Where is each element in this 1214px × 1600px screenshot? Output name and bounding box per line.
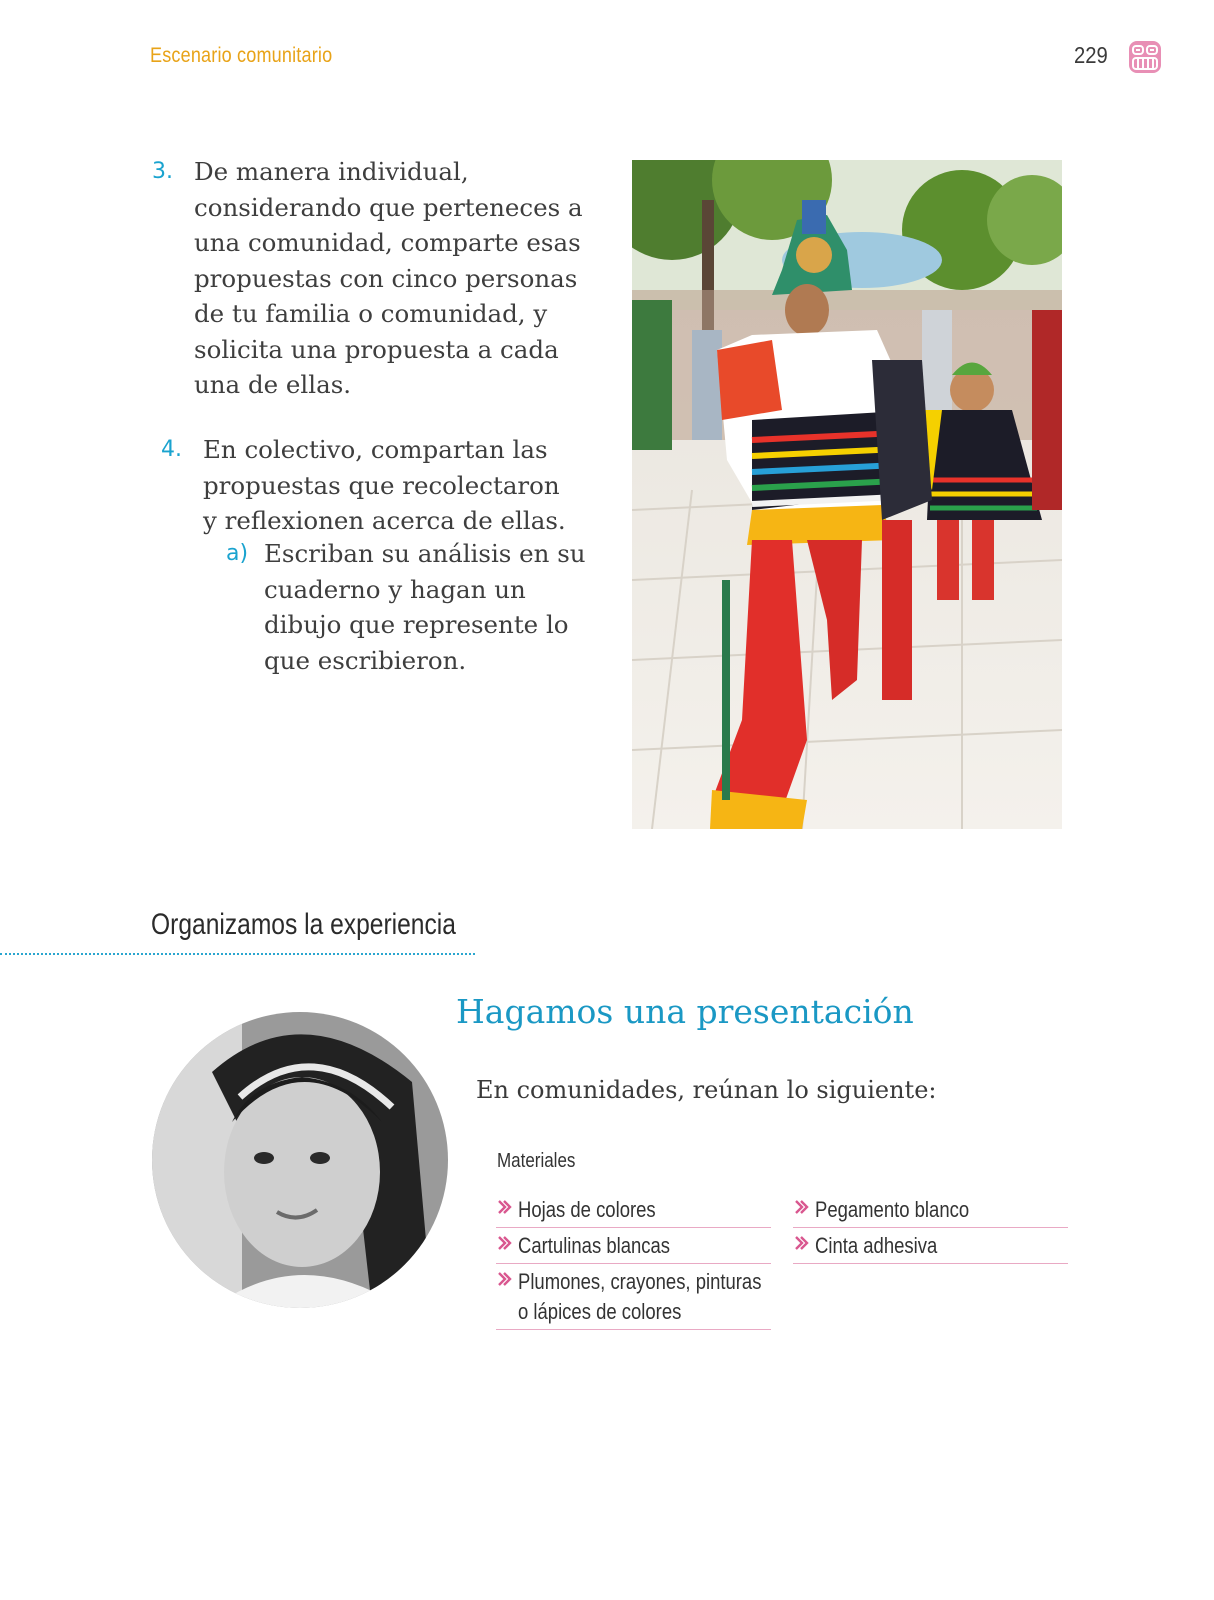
list-item: Hojas de colores [496, 1192, 771, 1228]
list-item: Cartulinas blancas [496, 1228, 771, 1264]
chevron-right-icon [496, 1271, 512, 1287]
dancers-photo [632, 160, 1062, 829]
step-text: En colectivo, compartan las propuestas que recolectaron y reflexionen acerca de ellas. [203, 435, 566, 535]
materials-list-right [793, 1192, 1068, 1264]
pink-glyph-icon [1128, 40, 1162, 74]
chevron-right-icon [793, 1199, 809, 1215]
step-text: De manera individual, considerando que perteneces a una comunidad, comparte esas propuestas con cinco personas de tu familia o comunidad, y solicita una propuesta a cada una de ellas. [194, 157, 583, 399]
step-3 [152, 154, 592, 403]
dotted-divider [0, 953, 475, 955]
girl-portrait [152, 1012, 448, 1308]
materials-list-left [496, 1192, 771, 1330]
list-item: Cinta adhesiva [793, 1228, 1068, 1264]
page-number: 229 [1074, 42, 1108, 68]
section-heading: Organizamos la experiencia [151, 908, 456, 941]
step-number: 3. [152, 159, 173, 184]
materials-title: Materiales [497, 1150, 576, 1172]
section-tag: Escenario comunitario [150, 44, 333, 67]
intro-text: En comunidades, reúnan lo siguiente: [476, 1076, 937, 1104]
sub-step-text: Escriban su análisis en su cuaderno y hagan un dibujo que represente lo que escribieron. [264, 539, 586, 675]
step-4 [161, 432, 581, 539]
list-item: Plumones, crayones, pinturas o lápices de colores [496, 1264, 771, 1330]
step-4a [226, 536, 586, 678]
activity-title: Hagamos una presentación [456, 992, 914, 1031]
chevron-right-icon [496, 1235, 512, 1251]
chevron-right-icon [496, 1199, 512, 1215]
step-number: 4. [161, 437, 182, 462]
chevron-right-icon [793, 1235, 809, 1251]
list-item: Pegamento blanco [793, 1192, 1068, 1228]
sub-step-letter: a) [226, 541, 249, 566]
